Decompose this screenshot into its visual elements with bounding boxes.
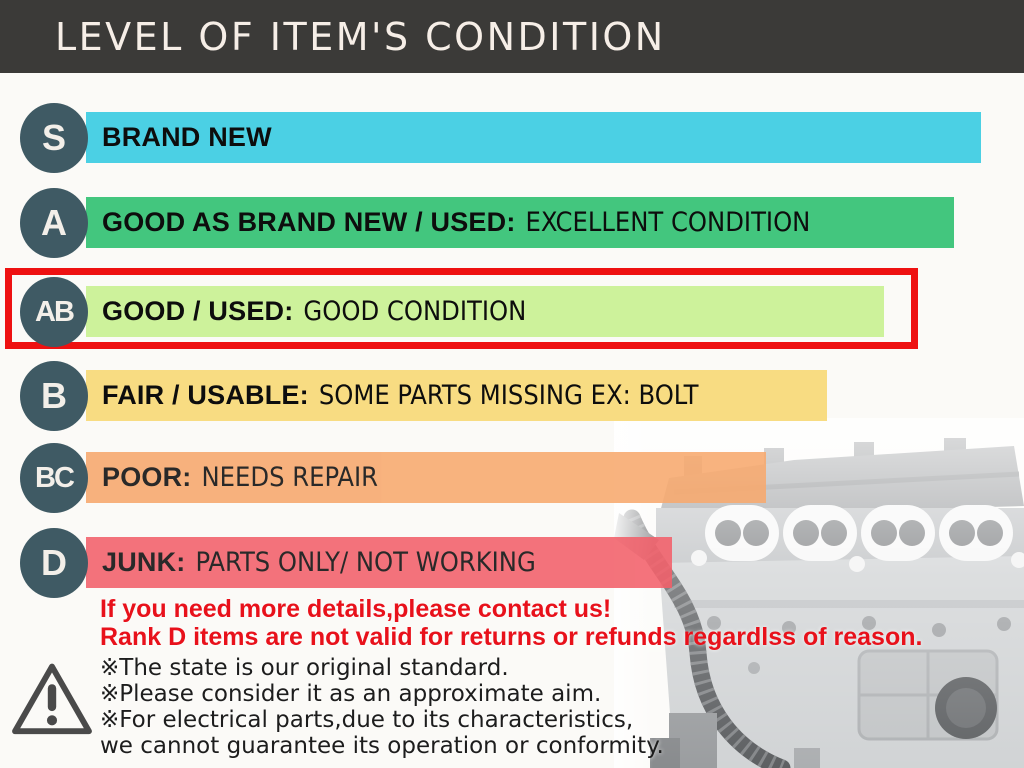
note-line: ※For electrical parts,due to its characteristics, bbox=[100, 707, 634, 733]
rank-bar bbox=[86, 112, 981, 163]
notes-list bbox=[100, 655, 664, 759]
rank-row-a bbox=[0, 197, 1024, 248]
note-line: ※Please consider it as an approximate aim. bbox=[100, 681, 602, 707]
rank-description: SOME PARTS MISSING EX: BOLT bbox=[318, 380, 699, 411]
rank-bar bbox=[86, 452, 766, 503]
rank-label: POOR: bbox=[102, 462, 192, 492]
warning-triangle-icon bbox=[10, 656, 94, 746]
note-line: we cannot guarantee its operation or conformity. bbox=[100, 733, 664, 759]
rank-label: GOOD AS BRAND NEW / USED: bbox=[102, 207, 516, 237]
rank-bar bbox=[86, 197, 954, 248]
rank-bar bbox=[86, 370, 827, 421]
page-title: LEVEL OF ITEM'S CONDITION bbox=[55, 14, 666, 59]
rank-row-s bbox=[0, 112, 1024, 163]
rank-bar bbox=[86, 286, 884, 337]
rank-badge bbox=[20, 443, 88, 513]
rank-row-ab bbox=[0, 286, 1024, 337]
rank-label: GOOD / USED: bbox=[102, 296, 294, 326]
rank-badge-letter: D bbox=[41, 542, 67, 583]
rank-row-d bbox=[0, 537, 1024, 588]
rank-description: PARTS ONLY/ NOT WORKING bbox=[195, 547, 536, 578]
rank-badge bbox=[20, 361, 88, 431]
rank-label: JUNK: bbox=[102, 547, 186, 577]
rank-label: FAIR / USABLE: bbox=[102, 380, 309, 410]
rank-label: BRAND NEW bbox=[102, 122, 272, 152]
rank-description: GOOD CONDITION bbox=[303, 296, 527, 327]
rank-badge-letter: AB bbox=[35, 295, 73, 328]
rank-badge-letter: S bbox=[41, 117, 66, 158]
rank-badge bbox=[20, 528, 88, 598]
rank-bar bbox=[86, 537, 672, 588]
rank-description: EXCELLENT CONDITION bbox=[525, 207, 811, 238]
rank-badge-letter: A bbox=[41, 202, 67, 243]
header bbox=[0, 0, 1024, 73]
rank-row-bc bbox=[0, 452, 1024, 503]
rank-badge bbox=[20, 188, 88, 258]
notice-line-1: If you need more details,please contact us! bbox=[100, 595, 612, 623]
rank-badge bbox=[20, 277, 88, 347]
rank-badge-letter: B bbox=[41, 375, 67, 416]
rank-row-b bbox=[0, 370, 1024, 421]
rank-description: NEEDS REPAIR bbox=[201, 462, 379, 493]
notice-block bbox=[100, 595, 922, 651]
notice-line-2: Rank D items are not valid for returns or refunds regardlss of reason. bbox=[100, 623, 923, 651]
rank-badge-letter: BC bbox=[35, 461, 73, 494]
note-line: ※The state is our original standard. bbox=[100, 655, 509, 681]
rank-badge bbox=[20, 103, 88, 173]
